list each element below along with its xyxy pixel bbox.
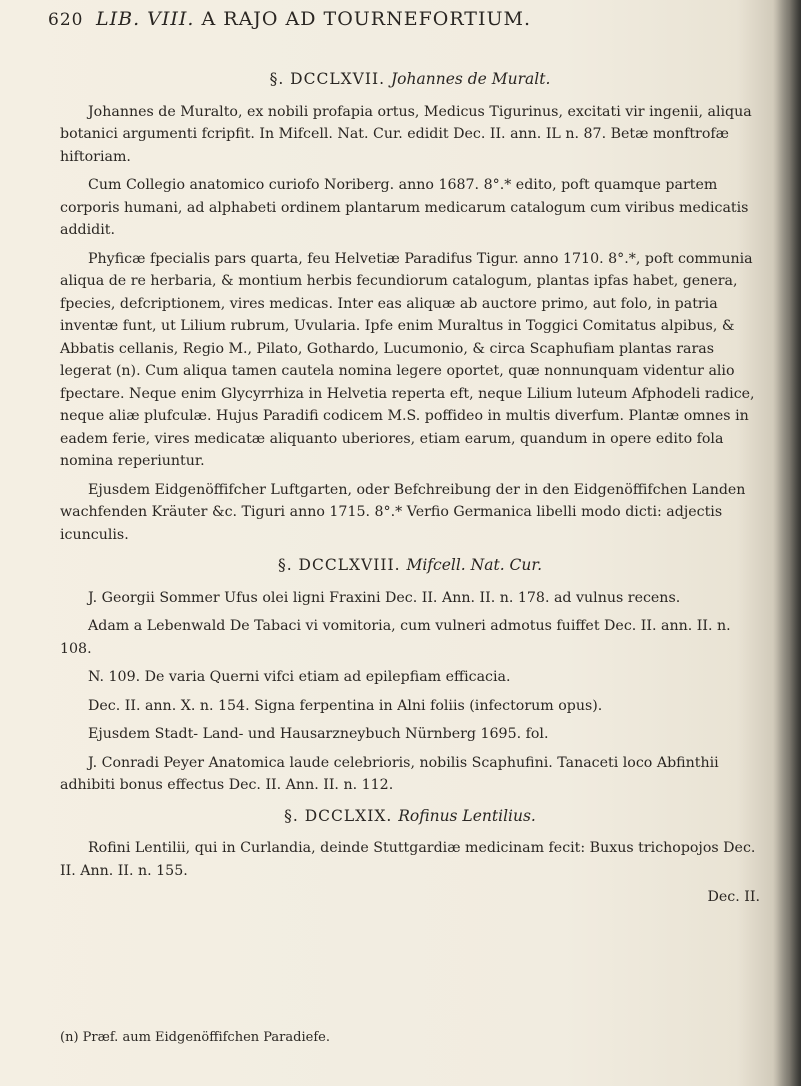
paragraph: Cum Collegio anatomico curiofo Noriberg. anno 1687. 8°.* edito, poft quamque partem corporis humani, ad alphabeti ordinem plantarum medicarum catalogum cum viribus medicatis addidit. [60,177,749,238]
running-head-book: LIB. VIII. [96,8,195,30]
running-head [96,8,768,30]
paragraph: Ejusdem Stadt- Land- und Hausarzneybuch Nürnberg 1695. fol. [88,726,549,742]
page-edge-shadow [773,0,801,1086]
paragraph: Adam a Lebenwald De Tabaci vi vomitoria, cum vulneri admotus fuiffet Dec. II. ann. II. n. 108. [60,618,731,657]
paragraph: Phyficæ fpecialis pars quarta, feu Helvetiæ Paradifus Tigur. anno 1710. 8°.*, poft communia aliqua de re herbaria, & montium herbis fecundiorum catalogum, plantas ipfas habet, genera, fpecies, defcriptionem, vires medicas. Inter eas aliquæ ab auctore primo, aut folo, in patria inventæ funt, ut Lilium rubrum, Uvularia. Ipfe enim Muraltus in Toggici Comitatus alpibus, & Abbatis cellanis, Regio M., Pilato, Gothardo, Lucumonio, & circa Scaphufiam plantas raras legerat (n). Cum aliqua tamen cautela nomina legere oportet, quæ nonnunquam videntur alio fpectare. Neque enim Glycyrrhiza in Helvetia reperta eft, neque Lilium luteum Afphodeli radice, neque aliæ plufculæ. Hujus Paradifi codicem M.S. poffideo in multis diverfum. Plantæ omnes in eadem ferie, vires medicatæ aliquanto uberiores, etiam earum, quandum in opere edito fola nomina reperiuntur. [60,250,755,469]
footnote: (n) Præf. aum Eidgenöffifchen Paradiefe. [60,1030,330,1045]
section-heading-769: §. DCCLXIX. Rofinus Lentilius. [284,806,536,825]
page-header [48,8,768,38]
page-number: 620 [48,10,84,30]
section-subject: Johannes de Muralt. [390,70,551,88]
paragraph: J. Conradi Peyer Anatomica laude celebrioris, nobilis Scaphufini. Tanaceti loco Abfinthii adhibiti bonus effectus Dec. II. Ann. II. n. 112. [60,754,719,793]
section-heading-768: §. DCCLXVIII. Mifcell. Nat. Cur. [277,556,543,574]
paragraph: N. 109. De varia Querni vifci etiam ad epilepfiam efficacia. [88,669,511,685]
section-subject: Mifcell. Nat. Cur. [406,556,543,574]
section-heading-767: §. DCCLXVII. Johannes de Muralt. [269,70,551,88]
body-text [60,60,760,915]
paragraph: Ejusdem Eidgenöffifcher Luftgarten, oder Befchreibung der in den Eidgenöffifchen Landen wachfenden Kräuter &c. Tiguri anno 1715. 8°.* Verfio Germanica libelli modo dicti: adjectis icunculis. [60,481,746,543]
paragraph: Dec. II. ann. X. n. 154. Signa ferpentina in Alni foliis (infectorum opus). [88,697,603,714]
running-head-title: A RAJO AD TOURNEFORTIUM. [201,8,531,30]
paragraph: Johannes de Muralto, ex nobili profapia ortus, Medicus Tigurinus, excitati vir ingenii, aliqua botanici argumenti fcripfit. In Mifcell. Nat. Cur. edidit Dec. II. ann. IL n. 87. Betæ monftrofæ hiftoriam. [60,103,752,165]
paragraph: J. Georgii Sommer Ufus olei ligni Fraxini Dec. II. Ann. II. n. 178. ad vulnus recens. [88,589,681,606]
section-subject: Rofinus Lentilius. [398,806,536,825]
catchword: Dec. II. [707,889,760,905]
paragraph: Rofini Lentilii, qui in Curlandia, deinde Stuttgardiæ medicinam fecit: Buxus trichopojos Dec. II. Ann. II. n. 155. [60,840,756,879]
